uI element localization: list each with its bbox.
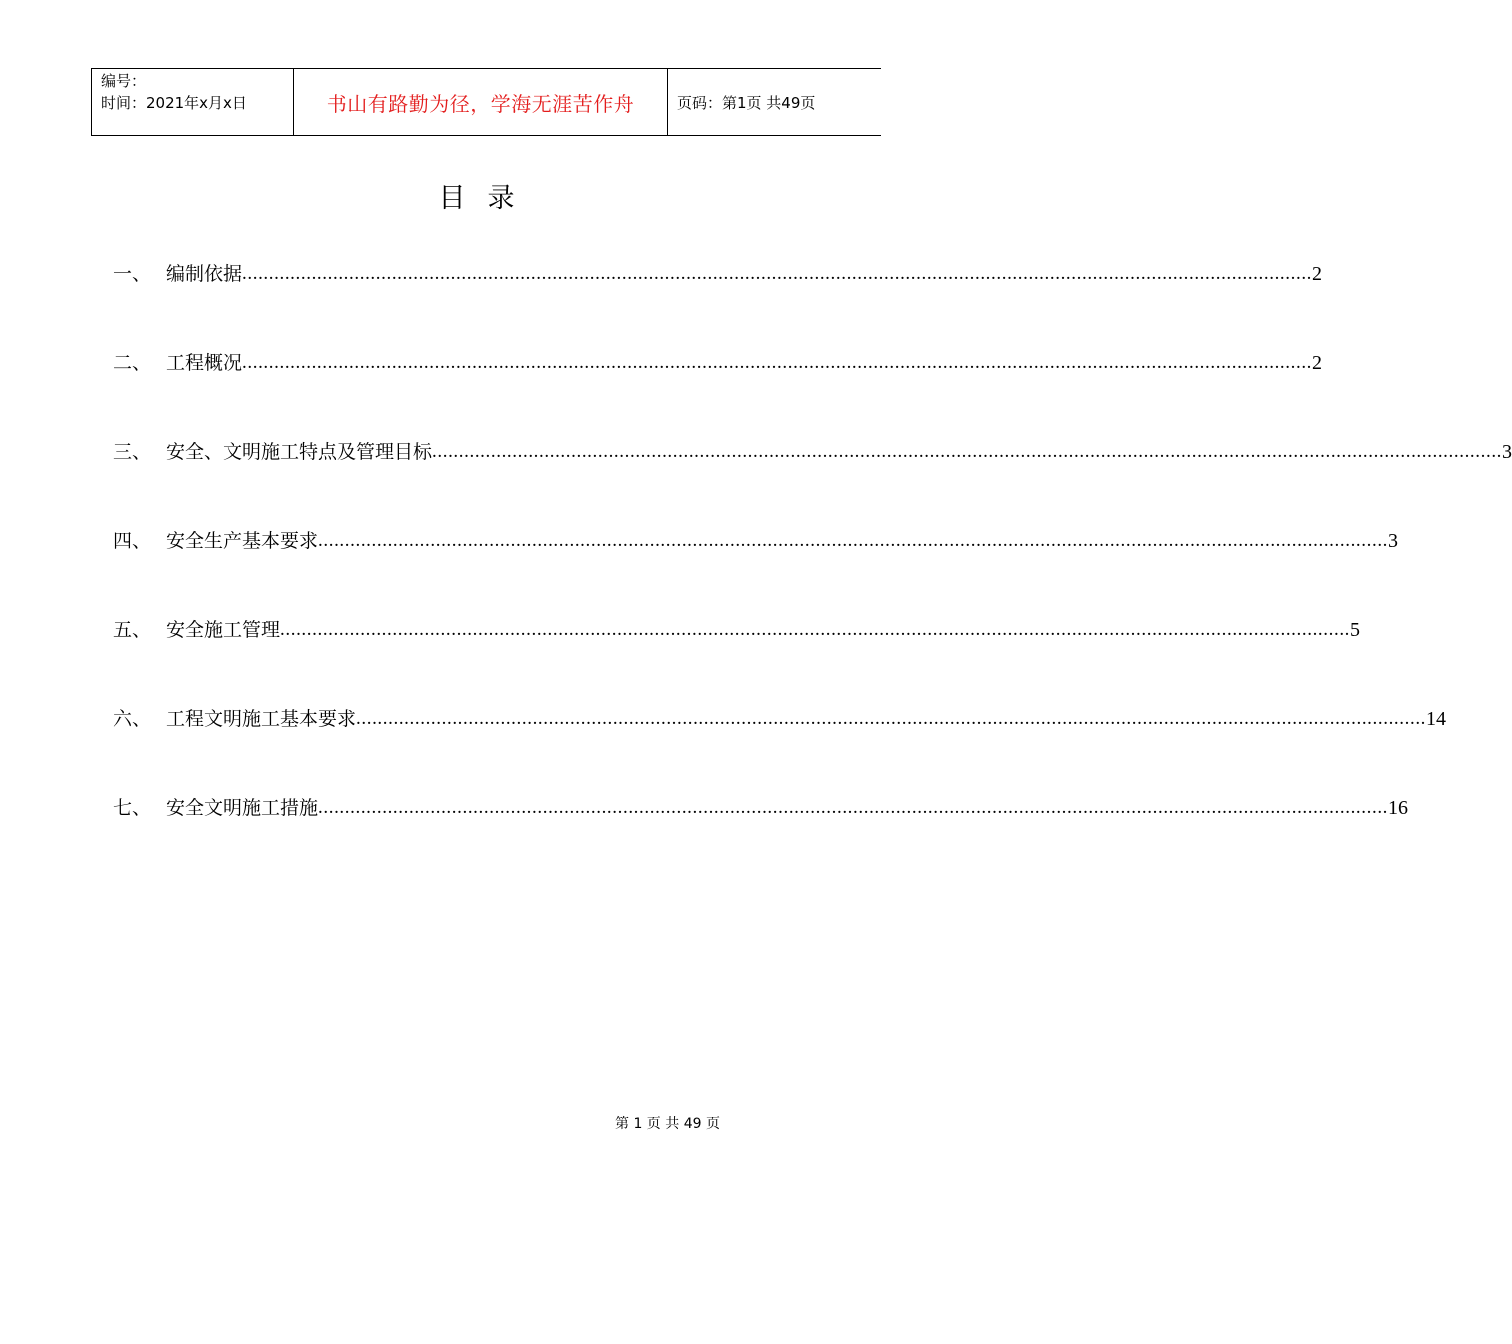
motto-text: 书山有路勤为径，学海无涯苦作舟: [326, 91, 635, 116]
toc-entry-number: 五、: [113, 619, 152, 641]
header-page-info: 页码：第1页 共49页: [677, 93, 816, 112]
toc-entry-number: 七、: [113, 797, 152, 819]
toc-entry-label: 安全施工管理: [166, 619, 281, 641]
header-motto-cell: [294, 69, 668, 136]
toc-entry[interactable]: [113, 702, 1447, 791]
toc-entry-page: 16: [1388, 797, 1409, 819]
toc-dot-leader: ........................................................................................................................................................................................................: [318, 797, 1389, 818]
toc-dot-leader: ........................................................................................................................................................................................................: [356, 708, 1427, 729]
toc-entry[interactable]: [113, 257, 1323, 346]
toc-entry-number: 三、: [113, 441, 152, 463]
toc-entry-page: 2: [1312, 263, 1323, 285]
toc-entry-label: 安全文明施工措施: [166, 797, 319, 819]
toc-entry-label: 工程文明施工基本要求: [166, 708, 357, 730]
toc-entry-label: 工程概况: [166, 352, 243, 374]
toc-entry-page: 3: [1388, 530, 1399, 552]
toc-entry-page: 3: [1502, 441, 1512, 463]
toc-entry-label: 编制依据: [166, 263, 243, 285]
toc-entry-page: 2: [1312, 352, 1323, 374]
toc-dot-leader: ........................................................................................................................................................................................................: [242, 352, 1313, 373]
toc-entry[interactable]: [113, 435, 1512, 524]
toc-dot-leader: ........................................................................................................................................................................................................: [318, 530, 1389, 551]
toc-entry-label: 安全生产基本要求: [166, 530, 319, 552]
toc-entry[interactable]: [113, 791, 1409, 880]
toc-entry[interactable]: [113, 346, 1323, 435]
header-page-cell: [668, 69, 882, 136]
toc-dot-leader: ........................................................................................................................................................................................................: [242, 263, 1313, 284]
toc-entry-number: 六、: [113, 708, 152, 730]
header-meta-cell: [92, 69, 294, 136]
table-of-contents: [113, 257, 1512, 880]
toc-entry[interactable]: [113, 613, 1361, 702]
toc-entry-number: 一、: [113, 263, 152, 285]
toc-entry-number: 二、: [113, 352, 152, 374]
toc-entry-page: 14: [1426, 708, 1447, 730]
date-label: 时间：2021年x月x日: [101, 94, 247, 112]
toc-entry[interactable]: [113, 524, 1399, 613]
serial-number-label: 编号：: [101, 72, 147, 90]
document-header: [91, 68, 881, 136]
toc-entry-page: 5: [1350, 619, 1361, 641]
toc-entry-label: 安全、文明施工特点及管理目标: [166, 441, 433, 463]
toc-dot-leader: ........................................................................................................................................................................................................: [432, 441, 1503, 462]
toc-entry-number: 四、: [113, 530, 152, 552]
page-title: 目录: [438, 183, 537, 214]
toc-dot-leader: ........................................................................................................................................................................................................: [280, 619, 1351, 640]
page-footer: 第 1 页 共 49 页: [615, 1116, 720, 1132]
